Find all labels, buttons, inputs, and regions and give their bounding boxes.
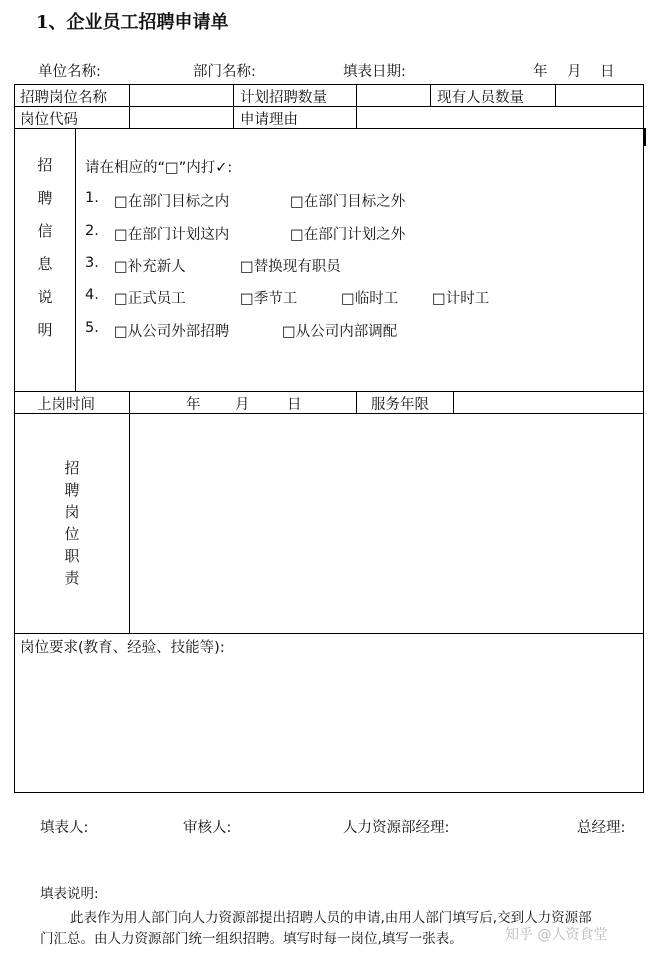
post-name-label: 招聘岗位名称 [20,90,107,106]
checkbox-option[interactable]: □替换现有职员 [240,259,341,275]
label-char: 责 [64,569,80,587]
date-month: 月 [567,64,582,80]
option-number: 1. [85,190,99,206]
label-char: 招 [37,156,53,174]
dept-name-label: 部门名称: [193,64,256,80]
reason-label: 申请理由 [240,112,298,128]
label-char: 职 [64,547,80,565]
info-section-label [33,149,57,347]
requirements-label: 岗位要求(教育、经验、技能等): [20,640,225,656]
checkbox-option[interactable]: □从公司内部调配 [282,324,398,340]
fill-date-label: 填表日期: [343,64,406,80]
start-year: 年 [186,397,201,413]
date-day: 日 [600,64,615,80]
post-code-label: 岗位代码 [20,112,78,128]
notes-line: 此表作为用人部门向人力资源部提出招聘人员的申请,由用人部门填写后,交到人力资源部 [70,910,592,926]
checkbox-option[interactable]: □在部门计划之外 [290,227,406,243]
checkbox-option[interactable]: □在部门计划这内 [114,227,230,243]
checkbox-option[interactable]: □季节工 [240,291,298,307]
watermark: 知乎 @人资食堂 [505,927,608,943]
option-number: 4. [85,287,99,303]
notes-label: 填表说明: [40,886,99,902]
label-char: 岗 [64,503,80,521]
label-char: 明 [37,321,53,339]
checkbox-option[interactable]: □补充新人 [114,259,186,275]
date-year: 年 [533,64,548,80]
label-char: 息 [37,255,53,273]
checkbox-option[interactable]: □计时工 [432,291,490,307]
start-month: 月 [235,397,250,413]
reviewer-label: 审核人: [183,820,232,836]
checkbox-option[interactable]: □在部门目标之内 [114,194,230,210]
label-char: 聘 [37,189,53,207]
instruction-text: 请在相应的“□”内打✓: [85,160,233,176]
label-char: 招 [64,459,80,477]
plan-count-label: 计划招聘数量 [240,90,327,106]
filler-label: 填表人: [40,820,89,836]
start-time-label: 上岗时间 [37,397,95,413]
option-number: 5. [85,320,99,336]
start-day: 日 [287,397,302,413]
hr-manager-label: 人力资源部经理: [343,820,450,836]
current-count-label: 现有人员数量 [437,90,524,106]
label-char: 聘 [64,481,80,499]
checkbox-option[interactable]: □从公司外部招聘 [114,324,230,340]
option-number: 2. [85,223,99,239]
label-char: 位 [64,525,80,543]
notes-line: 门汇总。由人力资源部门统一组织招聘。填写时每一岗位,填写一张表。 [40,931,463,947]
service-years-label: 服务年限 [371,397,429,413]
checkbox-option[interactable]: □在部门目标之外 [290,194,406,210]
unit-name-label: 单位名称: [38,64,101,80]
duty-section-label [60,457,84,589]
general-manager-label: 总经理: [577,820,626,836]
label-char: 说 [37,288,53,306]
checkbox-option[interactable]: □正式员工 [114,291,186,307]
checkbox-option[interactable]: □临时工 [341,291,399,307]
form-title: 1、企业员工招聘申请单 [36,12,229,33]
option-number: 3. [85,255,99,271]
label-char: 信 [37,222,53,240]
